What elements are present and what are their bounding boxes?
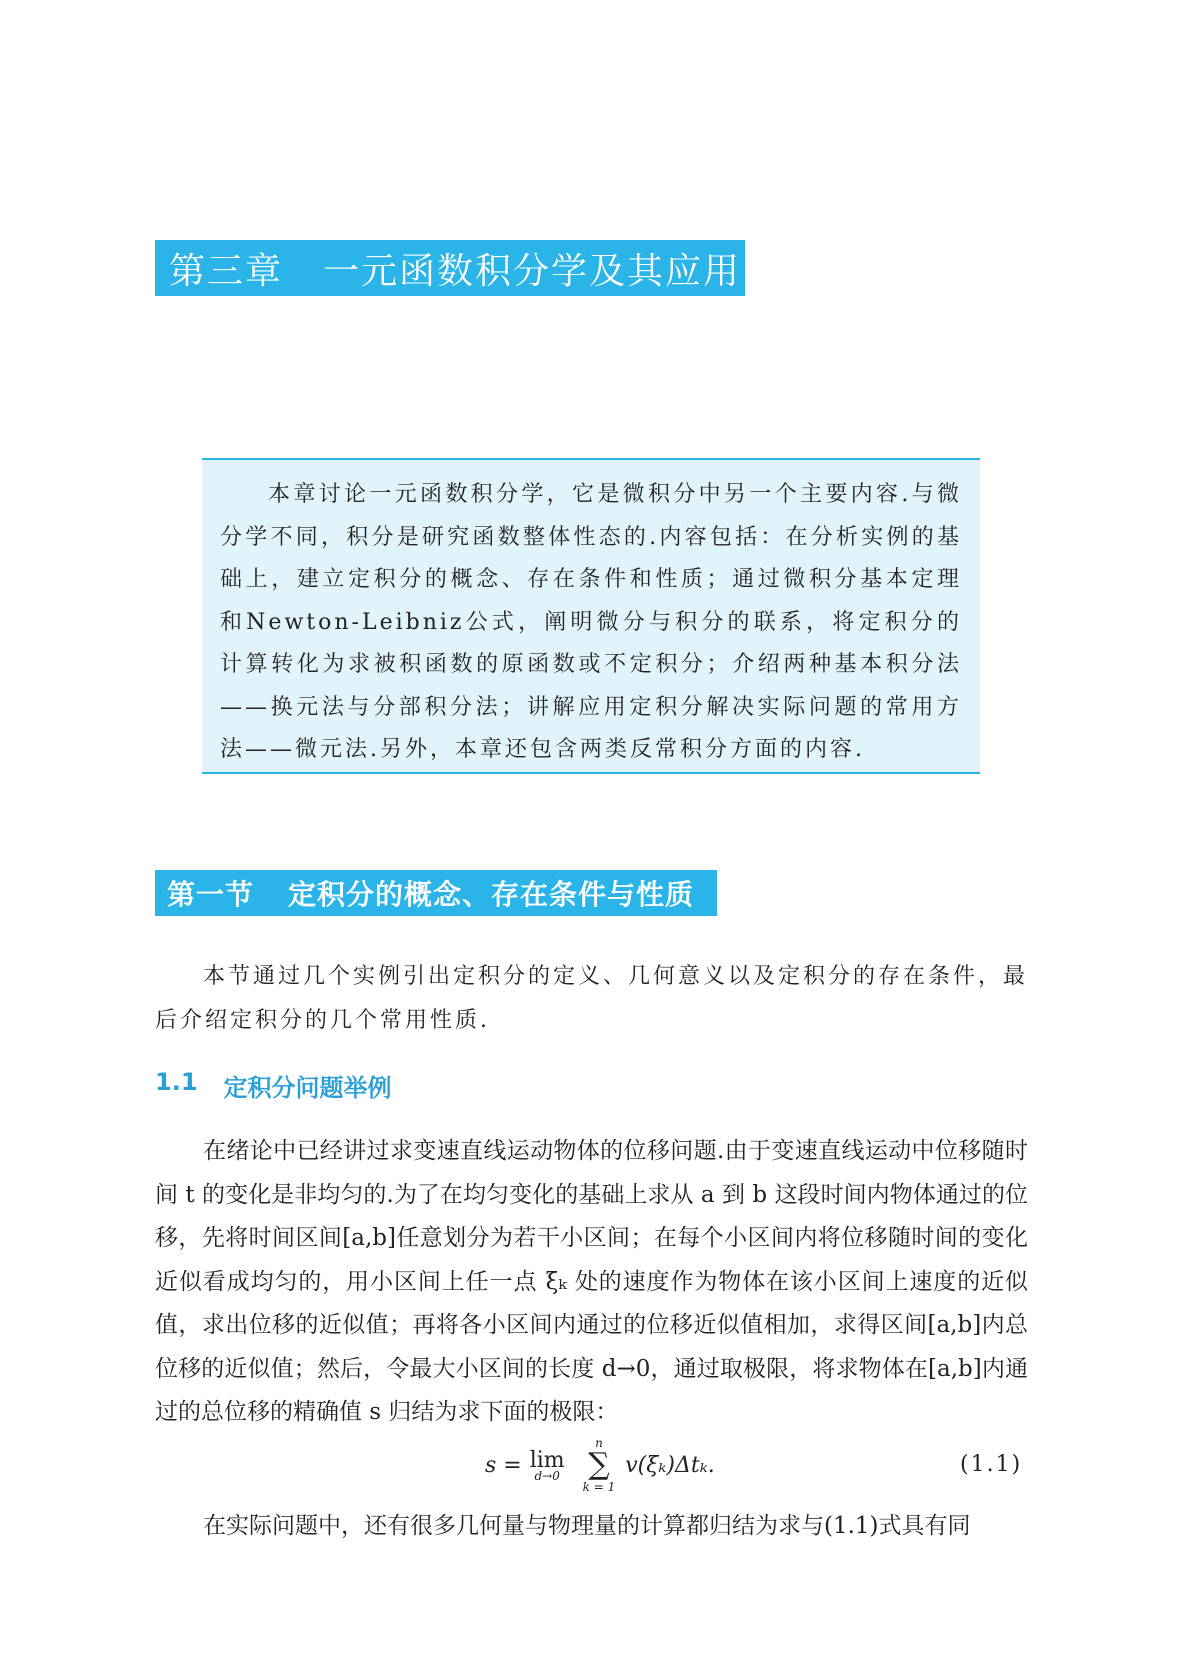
body-paragraph-2	[155, 1505, 1028, 1549]
formula-lhs: s =	[485, 1452, 522, 1478]
chapter-heading	[155, 240, 745, 296]
paragraph-text: 在实际问题中，还有很多几何量与物理量的计算都归结为求与(1.1)式具有同	[203, 1513, 971, 1539]
section-intro	[155, 955, 1028, 1043]
subsection-heading	[155, 1068, 392, 1103]
sum-lower: k = 1	[582, 1480, 616, 1494]
limit-operator	[530, 1448, 565, 1483]
section-number: 第一节	[167, 878, 255, 911]
formula-number: (1.1)	[960, 1452, 1023, 1477]
formula-term: v(ξₖ)Δtₖ.	[625, 1452, 715, 1478]
sigma-icon: ∑	[588, 1447, 610, 1482]
chapter-title: 一元函数积分学及其应用	[323, 250, 742, 292]
section-title: 定积分的概念、存在条件与性质	[288, 878, 695, 911]
subsection-title: 定积分问题举例	[223, 1074, 392, 1102]
formula-1-1	[485, 1435, 715, 1495]
body-paragraph-1	[155, 1130, 1028, 1435]
section-intro-text: 本节通过几个实例引出定积分的定义、几何意义以及定积分的存在条件，最后介绍定积分的几个常用性质.	[155, 964, 1029, 1033]
limit-subscript: d→0	[534, 1468, 560, 1483]
chapter-summary-box	[202, 458, 980, 774]
chapter-number: 第三章	[169, 250, 284, 292]
sum-upper: n	[595, 1436, 603, 1450]
chapter-summary-text: 本章讨论一元函数积分学，它是微积分中另一个主要内容.与微分学不同，积分是研究函数整体性态的.内容包括：在分析实例的基础上，建立定积分的概念、存在条件和性质；通过微积分基本定理和Newton-Leibniz公式，阐明微分与积分的联系，将定积分的计算转化为求被积函数的原函数或不定积分；介绍两种基本积分法——换元法与分部积分法；讲解应用定积分解决实际问题的常用方法——微元法.另外，本章还包含两类反常积分方面的内容.	[220, 482, 962, 762]
section-heading	[155, 870, 717, 916]
limit-label: lim	[529, 1447, 565, 1473]
sum-operator	[583, 1436, 616, 1494]
paragraph-text: 在绪论中已经讲过求变速直线运动物体的位移问题.由于变速直线运动中位移随时间 t 的变化是非均匀的.为了在均匀变化的基础上求从 a 到 b 这段时间内物体通过的位移，先将时间区间[a,b]任意划分为若干小区间；在每个小区间内将位移随时间的变化近似看成均匀的，用小区间上任一点 ξₖ 处的速度作为物体在该小区间上速度的近似值，求出位移的近似值；再将各小区间内通过的位移近似值相加，求得区间[a,b]内总位移的近似值；然后，令最大小区间的长度 d→0，通过取极限，将求物体在[a,b]内通过的总位移的精确值 s 归结为求下面的极限：	[155, 1138, 1028, 1425]
subsection-number: 1.1	[155, 1068, 198, 1096]
